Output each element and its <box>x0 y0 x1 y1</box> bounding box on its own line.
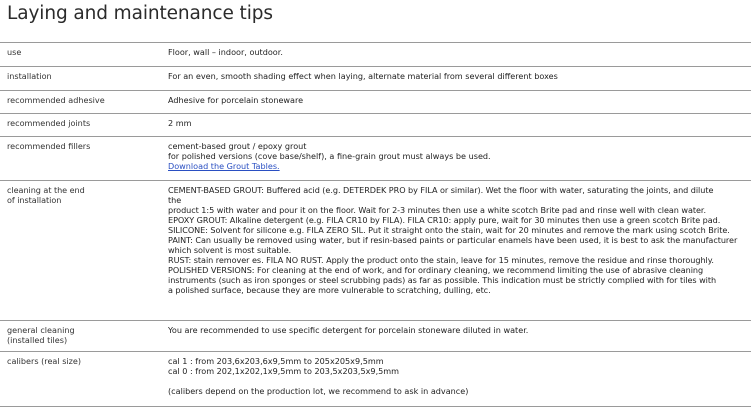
row-value <box>168 141 751 171</box>
table-row-fillers <box>0 136 751 180</box>
row-value <box>168 185 751 295</box>
cleaning-line: RUST: stain remover es. FILA NO RUST. Apply the product onto the stain, leave for 15 minutes, remove the residue and rinse thoroughly. <box>168 255 714 265</box>
row-value: For an even, smooth shading effect when laying, alternate material from several different boxes <box>168 71 558 81</box>
cleaning-line: which solvent is most suitable. <box>168 245 292 255</box>
table-row-general-cleaning <box>0 320 751 351</box>
cleaning-line: PAINT: Can usually be removed using water, but if resin-based paints or particular enamels have been used, it is best to ask the manufacturer <box>168 235 738 245</box>
table-row-installation <box>0 66 751 90</box>
cleaning-line: instruments (such as iron sponges or steel scrubbing pads) as far as possible. This indication must be strictly complied with for tiles with <box>168 275 717 285</box>
row-label: use <box>7 47 22 57</box>
table-row-use <box>0 42 751 66</box>
caliber-line: cal 0 : from 202,1x202,1x9,5mm to 203,5x203,5x9,5mm <box>168 366 400 376</box>
row-label: installation <box>7 71 52 81</box>
cleaning-line: the <box>168 195 182 205</box>
caliber-note: (calibers depend on the production lot, we recommend to ask in advance) <box>168 386 469 396</box>
row-label: cleaning at the end of installation <box>7 185 85 205</box>
table-row-cleaning <box>0 180 751 320</box>
cleaning-line: SILICONE: Solvent for silicone e.g. FILA ZERO SIL. Put it straight onto the stain, wait for 20 minutes and remove the mark using scotch Brite. <box>168 225 730 235</box>
cleaning-line: POLISHED VERSIONS: For cleaning at the end of work, and for ordinary cleaning, we recommend limiting the use of abrasive cleaning <box>168 265 704 275</box>
row-value <box>168 356 751 396</box>
row-value: 2 mm <box>168 118 192 128</box>
caliber-line: cal 1 : from 203,6x203,6x9,5mm to 205x205x9,5mm <box>168 356 384 366</box>
row-label: recommended fillers <box>7 141 91 151</box>
download-grout-tables-link[interactable]: Download the Grout Tables. <box>168 161 280 171</box>
row-value: You are recommended to use specific detergent for porcelain stoneware diluted in water. <box>168 325 529 335</box>
row-value: Adhesive for porcelain stoneware <box>168 95 304 105</box>
row-label: calibers (real size) <box>7 356 82 366</box>
table-row-calibers <box>0 351 751 407</box>
fillers-line: cement-based grout / epoxy grout <box>168 141 307 151</box>
table-row-joints <box>0 113 751 136</box>
cleaning-line: a polished surface, because they are more vulnerable to scratching, dulling, etc. <box>168 285 491 295</box>
cleaning-line: product 1:5 with water and pour it on the floor. Wait for 2-3 minutes then use a white scotch Brite pad and rinse well with clean water. <box>168 205 706 215</box>
row-label: recommended adhesive <box>7 95 105 105</box>
table-row-adhesive <box>0 90 751 113</box>
cleaning-line: CEMENT-BASED GROUT: Buffered acid (e.g. DETERDEK PRO by FILA or similar). Wet the floor with water, saturating the joints, and dilute <box>168 185 714 195</box>
cleaning-line: EPOXY GROUT: Alkaline detergent (e.g. FILA CR10 by FILA). FILA CR10: apply pure, wait for 30 minutes then use a green scotch Brite pad. <box>168 215 721 225</box>
row-value: Floor, wall – indoor, outdoor. <box>168 47 283 57</box>
row-label: recommended joints <box>7 118 91 128</box>
page-title: Laying and maintenance tips <box>7 3 273 24</box>
row-label: general cleaning (installed tiles) <box>7 325 75 345</box>
tips-table <box>0 42 751 407</box>
fillers-line: for polished versions (cove base/shelf), a fine-grain grout must always be used. <box>168 151 491 161</box>
